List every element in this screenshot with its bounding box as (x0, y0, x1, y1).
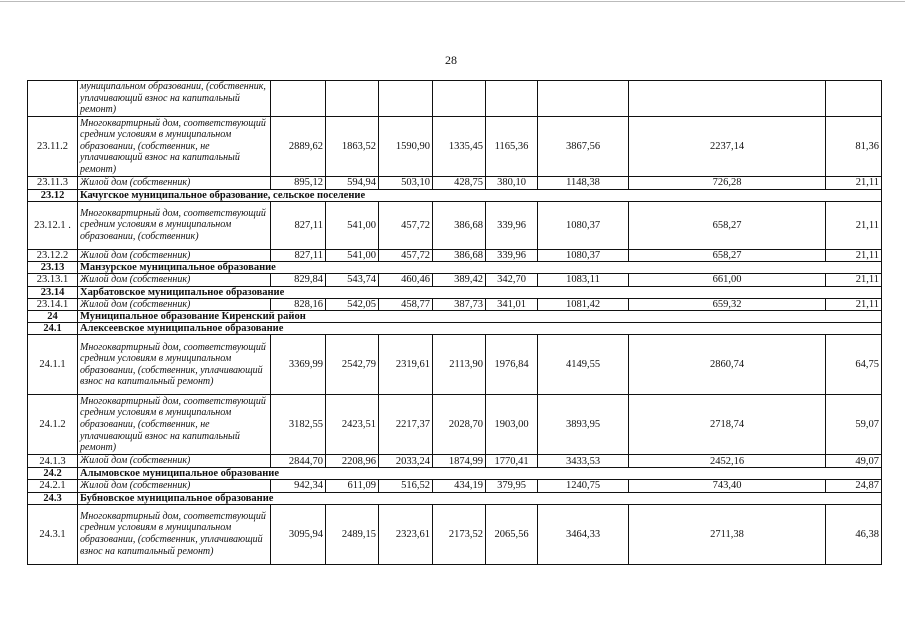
value-cell-3 (379, 81, 433, 117)
row-code: 23.13.1 (28, 274, 78, 287)
row-code: 23.12.2 (28, 249, 78, 262)
value-cell-3: 2319,61 (379, 335, 433, 395)
row-code: 24.1.3 (28, 455, 78, 468)
value-cell-8: 21,11 (826, 177, 882, 190)
row-code: 24.1.1 (28, 335, 78, 395)
value-cell-6: 1080,37 (538, 201, 629, 249)
section-row (28, 492, 882, 504)
value-cell-2: 541,00 (326, 201, 379, 249)
table-row (28, 201, 882, 249)
table-body (28, 81, 882, 565)
value-cell-7: 2452,16 (629, 455, 826, 468)
value-cell-7: 658,27 (629, 249, 826, 262)
table-row (28, 81, 882, 117)
value-cell-5: 341,01 (486, 298, 538, 311)
value-cell-3: 458,77 (379, 298, 433, 311)
row-description: Многоквартирный дом, соответствующий средним условиям в муниципальном образовании, (собственник, уплачивающий взнос на капитальный ремонт) (78, 335, 271, 395)
value-cell-1: 2889,62 (271, 117, 326, 177)
section-code: 23.12 (28, 189, 78, 201)
value-cell-7: 726,28 (629, 177, 826, 190)
value-cell-5: 380,10 (486, 177, 538, 190)
section-code: 24 (28, 311, 78, 323)
table-row (28, 335, 882, 395)
row-code: 24.2.1 (28, 479, 78, 492)
row-description: Жилой дом (собственник) (78, 274, 271, 287)
value-cell-6: 1081,42 (538, 298, 629, 311)
value-cell-4 (433, 81, 486, 117)
value-cell-7: 661,00 (629, 274, 826, 287)
value-cell-5: 342,70 (486, 274, 538, 287)
table-row (28, 249, 882, 262)
section-title: Алымовское муниципальное образование (78, 467, 882, 479)
value-cell-3: 2217,37 (379, 395, 433, 455)
value-cell-4: 387,73 (433, 298, 486, 311)
value-cell-3: 2323,61 (379, 504, 433, 564)
value-cell-8: 24,87 (826, 479, 882, 492)
row-code: 24.3.1 (28, 504, 78, 564)
value-cell-2: 594,94 (326, 177, 379, 190)
value-cell-8: 21,11 (826, 274, 882, 287)
section-title: Качугское муниципальное образование, сельское поселение (78, 189, 882, 201)
row-code: 23.11.2 (28, 117, 78, 177)
value-cell-5 (486, 81, 538, 117)
value-cell-3: 457,72 (379, 201, 433, 249)
row-code: 23.11.3 (28, 177, 78, 190)
row-description: Многоквартирный дом, соответствующий средним условиям в муниципальном образовании, (собственник, уплачивающий взнос на капитальный ремонт) (78, 504, 271, 564)
section-row (28, 262, 882, 274)
page-number: 28 (445, 53, 457, 67)
row-description: Жилой дом (собственник) (78, 455, 271, 468)
value-cell-3: 457,72 (379, 249, 433, 262)
value-cell-4: 434,19 (433, 479, 486, 492)
value-cell-8: 81,36 (826, 117, 882, 177)
row-description: Многоквартирный дом, соответствующий средним условиям в муниципальном образовании, (собственник) (78, 201, 271, 249)
value-cell-1 (271, 81, 326, 117)
row-description: муниципальном образовании, (собственник, уплачивающий взнос на капитальный ремонт) (78, 81, 271, 117)
value-cell-3: 2033,24 (379, 455, 433, 468)
section-code: 23.13 (28, 262, 78, 274)
value-cell-6: 4149,55 (538, 335, 629, 395)
value-cell-7: 658,27 (629, 201, 826, 249)
tariff-table (27, 80, 882, 565)
section-title: Манзурское муниципальное образование (78, 262, 882, 274)
value-cell-7: 743,40 (629, 479, 826, 492)
value-cell-5: 339,96 (486, 249, 538, 262)
table-row (28, 298, 882, 311)
value-cell-4: 2028,70 (433, 395, 486, 455)
section-title: Харбатовское муниципальное образование (78, 286, 882, 298)
value-cell-4: 389,42 (433, 274, 486, 287)
table-row (28, 274, 882, 287)
row-description: Жилой дом (собственник) (78, 298, 271, 311)
row-code: 24.1.2 (28, 395, 78, 455)
value-cell-6 (538, 81, 629, 117)
value-cell-6: 1148,38 (538, 177, 629, 190)
value-cell-2: 2208,96 (326, 455, 379, 468)
value-cell-7: 2237,14 (629, 117, 826, 177)
value-cell-4: 1335,45 (433, 117, 486, 177)
value-cell-7: 2718,74 (629, 395, 826, 455)
value-cell-4: 428,75 (433, 177, 486, 190)
value-cell-6: 1080,37 (538, 249, 629, 262)
row-description: Жилой дом (собственник) (78, 479, 271, 492)
section-code: 24.3 (28, 492, 78, 504)
value-cell-2: 542,05 (326, 298, 379, 311)
value-cell-8: 49,07 (826, 455, 882, 468)
section-title: Муниципальное образование Киренский район (78, 311, 882, 323)
value-cell-7: 659,32 (629, 298, 826, 311)
value-cell-8: 21,11 (826, 249, 882, 262)
value-cell-2 (326, 81, 379, 117)
value-cell-1: 828,16 (271, 298, 326, 311)
section-title: Бубновское муниципальное образование (78, 492, 882, 504)
row-description: Жилой дом (собственник) (78, 177, 271, 190)
value-cell-8: 64,75 (826, 335, 882, 395)
value-cell-2: 1863,52 (326, 117, 379, 177)
value-cell-8: 21,11 (826, 201, 882, 249)
value-cell-5: 1903,00 (486, 395, 538, 455)
value-cell-2: 543,74 (326, 274, 379, 287)
value-cell-8: 46,38 (826, 504, 882, 564)
row-code (28, 81, 78, 117)
value-cell-6: 3867,56 (538, 117, 629, 177)
table-row (28, 117, 882, 177)
value-cell-4: 1874,99 (433, 455, 486, 468)
value-cell-2: 541,00 (326, 249, 379, 262)
section-code: 23.14 (28, 286, 78, 298)
value-cell-1: 3182,55 (271, 395, 326, 455)
section-row (28, 286, 882, 298)
table-row (28, 479, 882, 492)
value-cell-8: 59,07 (826, 395, 882, 455)
table-row (28, 455, 882, 468)
value-cell-2: 2542,79 (326, 335, 379, 395)
value-cell-6: 3893,95 (538, 395, 629, 455)
value-cell-8 (826, 81, 882, 117)
value-cell-1: 827,11 (271, 201, 326, 249)
value-cell-3: 460,46 (379, 274, 433, 287)
value-cell-2: 611,09 (326, 479, 379, 492)
table-row (28, 177, 882, 190)
section-row (28, 467, 882, 479)
section-code: 24.2 (28, 467, 78, 479)
value-cell-4: 386,68 (433, 249, 486, 262)
value-cell-2: 2489,15 (326, 504, 379, 564)
value-cell-6: 3464,33 (538, 504, 629, 564)
value-cell-1: 827,11 (271, 249, 326, 262)
value-cell-8: 21,11 (826, 298, 882, 311)
value-cell-3: 1590,90 (379, 117, 433, 177)
value-cell-5: 1976,84 (486, 335, 538, 395)
value-cell-4: 2113,90 (433, 335, 486, 395)
table-row (28, 395, 882, 455)
value-cell-5: 379,95 (486, 479, 538, 492)
row-code: 23.12.1 . (28, 201, 78, 249)
value-cell-2: 2423,51 (326, 395, 379, 455)
row-code: 23.14.1 (28, 298, 78, 311)
value-cell-3: 503,10 (379, 177, 433, 190)
value-cell-6: 1240,75 (538, 479, 629, 492)
table-row (28, 504, 882, 564)
value-cell-7 (629, 81, 826, 117)
value-cell-1: 2844,70 (271, 455, 326, 468)
section-code: 24.1 (28, 323, 78, 335)
value-cell-5: 1165,36 (486, 117, 538, 177)
row-description: Многоквартирный дом, соответствующий средним условиям в муниципальном образовании, (собственник, не уплачивающий взнос на капитальный ремонт) (78, 395, 271, 455)
value-cell-4: 2173,52 (433, 504, 486, 564)
value-cell-1: 829,84 (271, 274, 326, 287)
section-row (28, 189, 882, 201)
section-row (28, 323, 882, 335)
value-cell-6: 1083,11 (538, 274, 629, 287)
top-rule (0, 1, 905, 2)
row-description: Жилой дом (собственник) (78, 249, 271, 262)
value-cell-1: 3095,94 (271, 504, 326, 564)
section-title: Алексеевское муниципальное образование (78, 323, 882, 335)
value-cell-5: 2065,56 (486, 504, 538, 564)
value-cell-7: 2711,38 (629, 504, 826, 564)
value-cell-5: 1770,41 (486, 455, 538, 468)
value-cell-3: 516,52 (379, 479, 433, 492)
value-cell-1: 942,34 (271, 479, 326, 492)
value-cell-1: 895,12 (271, 177, 326, 190)
value-cell-4: 386,68 (433, 201, 486, 249)
value-cell-7: 2860,74 (629, 335, 826, 395)
value-cell-1: 3369,99 (271, 335, 326, 395)
value-cell-6: 3433,53 (538, 455, 629, 468)
section-row (28, 311, 882, 323)
row-description: Многоквартирный дом, соответствующий средним условиям в муниципальном образовании, (собственник, не уплачивающий взнос на капитальный ремонт) (78, 117, 271, 177)
value-cell-5: 339,96 (486, 201, 538, 249)
